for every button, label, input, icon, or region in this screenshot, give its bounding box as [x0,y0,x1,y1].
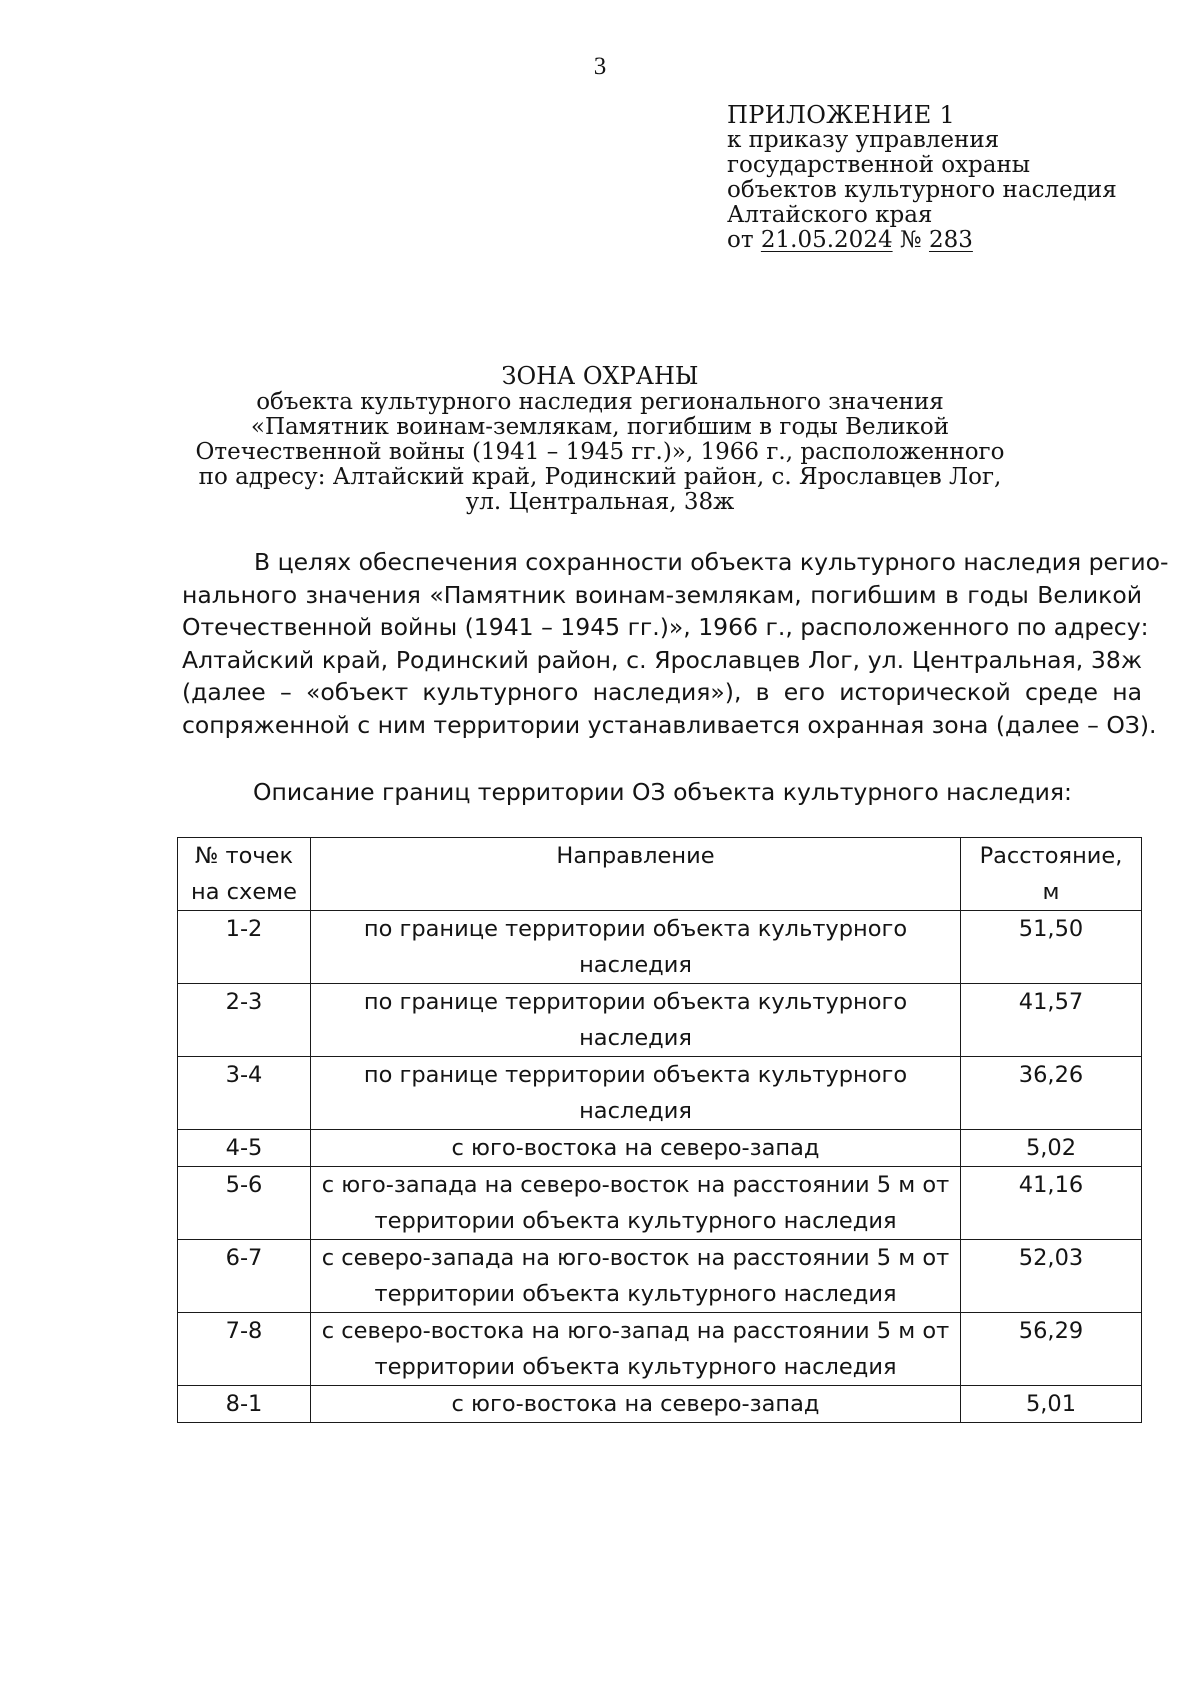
header-distance [961,838,1142,911]
paragraph-line: (далее – «объект культурного наследия»), в его исторической среде на [182,678,1142,706]
cell-points: 5-6 [178,1167,311,1240]
direction-line: с юго-запада на северо-восток на расстоянии 5 м от [321,1172,950,1198]
cell-points: 1-2 [178,911,311,984]
table-row [178,1386,1142,1423]
direction-line: наследия [579,1025,692,1051]
zone-heading: ЗОНА ОХРАНЫ [501,362,699,390]
annex-line: объектов культурного наследия [727,177,1117,203]
cell-points: 7-8 [178,1313,311,1386]
zone-subtitle-line: Отечественной войны (1941 – 1945 гг.)», 1966 г., расположенного [195,439,1005,465]
header-distance-line: м [1042,879,1060,905]
cell-direction [311,1167,961,1240]
cell-distance: 41,57 [961,984,1142,1057]
paragraph-line: сопряженной с ним территории устанавливается охранная зона (далее – ОЗ). [182,710,1157,739]
cell-points: 3-4 [178,1057,311,1130]
paragraph-line: Алтайский край, Родинский район, с. Ярославцев Лог, ул. Центральная, 38ж [182,645,1142,674]
annex-number-sign: № [899,227,922,253]
direction-line: наследия [579,952,692,978]
paragraph-line: нального значения «Памятник воинам-землякам, погибшим в годы Великой [182,580,1142,609]
header-distance-line: Расстояние, [979,843,1123,869]
annex-number: 283 [928,227,973,253]
direction-line: по границе территории объекта культурного [363,916,908,942]
direction-line: по границе территории объекта культурного [363,989,908,1015]
annex-block [727,103,1117,253]
table-header-row [178,838,1142,911]
page-number: 3 [593,53,607,80]
zone-subtitle-line: по адресу: Алтайский край, Родинский район, с. Ярославцев Лог, [198,464,1002,490]
cell-distance: 41,16 [961,1167,1142,1240]
annex-title: ПРИЛОЖЕНИЕ 1 [727,101,956,129]
zone-subtitle-line: «Памятник воинам-землякам, погибшим в годы Великой [250,414,950,440]
table-row [178,1130,1142,1167]
table-row [178,1313,1142,1386]
table-row [178,1167,1142,1240]
table-row [178,1240,1142,1313]
direction-line: наследия [579,1098,692,1124]
direction-line: с северо-запада на юго-восток на расстоянии 5 м от [321,1245,950,1271]
cell-distance: 52,03 [961,1240,1142,1313]
cell-direction [311,984,961,1057]
direction-line: территории объекта культурного наследия [374,1281,897,1307]
table-caption: Описание границ территории ОЗ объекта культурного наследия: [253,778,1072,806]
annex-date: 21.05.2024 [760,227,893,253]
direction-line: с северо-востока на юго-запад на расстоянии 5 м от [321,1318,950,1344]
table-row [178,911,1142,984]
annex-line: к приказу управления [727,127,1000,153]
annex-line: Алтайского края [727,202,933,228]
cell-distance: 56,29 [961,1313,1142,1386]
cell-direction [311,1057,961,1130]
direction-line: с юго-востока на северо-запад [451,1391,820,1417]
annex-line: государственной охраны [727,152,1031,178]
cell-direction [311,911,961,984]
annex-date-line [727,228,1117,253]
cell-direction [311,1313,961,1386]
paragraph-line: Отечественной войны (1941 – 1945 гг.)», 1966 г., расположенного по адресу: [182,613,1149,641]
header-points [178,838,311,911]
direction-line: по границе территории объекта культурного [363,1062,908,1088]
cell-distance: 5,01 [961,1386,1142,1423]
cell-direction [311,1386,961,1423]
cell-distance: 51,50 [961,911,1142,984]
header-points-line: на схеме [191,879,297,905]
table-row [178,1057,1142,1130]
header-points-line: № точек [194,843,294,869]
header-direction: Направление [311,838,961,911]
zone-title-block [0,362,1200,515]
zone-subtitle-line: объекта культурного наследия регионального значения [256,389,944,415]
cell-points: 2-3 [178,984,311,1057]
direction-line: с юго-востока на северо-запад [451,1135,820,1161]
body-paragraph [182,546,1169,741]
paragraph-line: В целях обеспечения сохранности объекта культурного наследия регио- [254,548,1169,576]
cell-distance: 5,02 [961,1130,1142,1167]
cell-direction [311,1130,961,1167]
boundary-table [177,837,1142,1423]
cell-distance: 36,26 [961,1057,1142,1130]
annex-date-prefix: от [727,227,754,253]
direction-line: территории объекта культурного наследия [374,1354,897,1380]
table-row [178,984,1142,1057]
cell-direction [311,1240,961,1313]
cell-points: 8-1 [178,1386,311,1423]
cell-points: 6-7 [178,1240,311,1313]
direction-line: территории объекта культурного наследия [374,1208,897,1234]
zone-subtitle-line: ул. Центральная, 38ж [465,489,735,515]
cell-points: 4-5 [178,1130,311,1167]
